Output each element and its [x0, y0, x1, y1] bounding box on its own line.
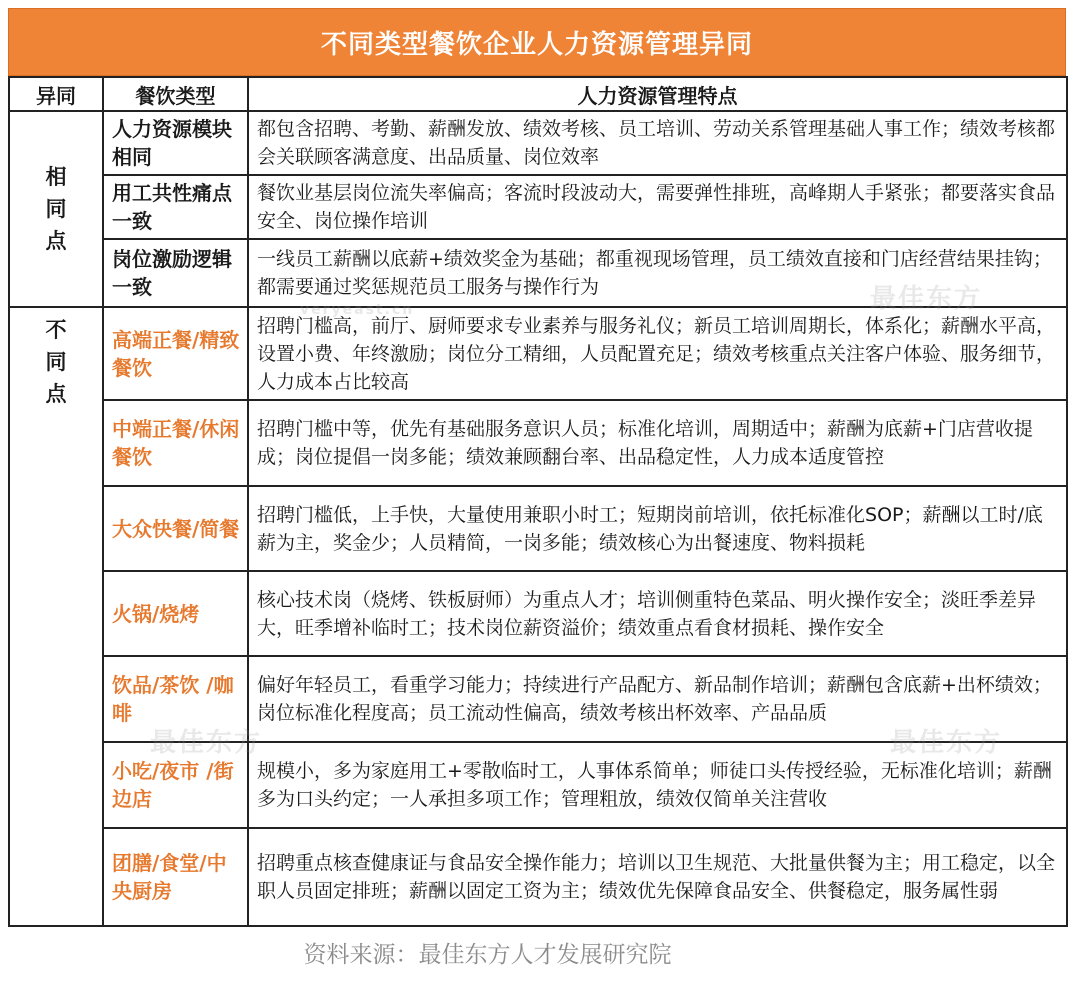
group-different: 不同点 [9, 307, 103, 926]
table-row [9, 486, 1067, 571]
table-row [9, 307, 1067, 400]
desc-cell: 招聘门槛高，前厅、厨师要求专业素养与服务礼仪；新员工培训周期长，体系化；薪酬水平高，设置小费、年终激励；岗位分工精细，人员配置充足；绩效考核重点关注客户体验、服务细节，人力成本占比较高 [248, 307, 1067, 400]
comparison-table-frame [8, 8, 1066, 927]
table-row [9, 571, 1067, 656]
watermark-logo: 最佳东方 [870, 284, 983, 314]
table-row [9, 175, 1067, 239]
desc-cell: 一线员工薪酬以底薪+绩效奖金为基础；都重视现场管理，员工绩效直接和门店经营结果挂钩；都需要通过奖惩规范员工服务与操作行为 [248, 239, 1067, 307]
desc-cell: 偏好年轻员工，看重学习能力；持续进行产品配方、新品制作培训；薪酬包含底薪+出杯绩效；岗位标准化程度高；员工流动性偏高，绩效考核出杯效率、产品品质 [248, 656, 1067, 742]
header-row [9, 77, 1067, 111]
table-title: 不同类型餐饮企业人力资源管理异同 [8, 8, 1066, 76]
type-cell: 用工共性痛点一致 [103, 175, 248, 239]
desc-cell: 核心技术岗（烧烤、铁板厨师）为重点人才；培训侧重特色菜品、明火操作安全；淡旺季差异大，旺季增补临时工；技术岗位薪资溢价；绩效重点看食材损耗、操作安全 [248, 571, 1067, 656]
watermark-logo: 最佳东方 [890, 728, 1003, 758]
table-row [9, 111, 1067, 175]
type-cell: 人力资源模块相同 [103, 111, 248, 175]
table-row [9, 828, 1067, 926]
type-cell: 饮品/茶饮 /咖啡 [103, 656, 248, 742]
header-type: 餐饮类型 [103, 77, 248, 111]
table-row [9, 400, 1067, 486]
type-cell: 大众快餐/简餐 [103, 486, 248, 571]
desc-cell: 招聘门槛中等，优先有基础服务意识人员；标准化培训，周期适中；薪酬为底薪+门店营收提成；岗位提倡一岗多能；绩效兼顾翻台率、出品稳定性，人力成本适度管控 [248, 400, 1067, 486]
watermark-logo: 最佳东方 [150, 728, 263, 758]
type-cell: 火锅/烧烤 [103, 571, 248, 656]
header-similarity: 异同 [9, 77, 103, 111]
source-note: 资料来源：最佳东方人才发展研究院 [303, 942, 672, 968]
comparison-table [8, 76, 1068, 927]
type-cell: 小吃/夜市 /街边店 [103, 742, 248, 828]
type-cell: 中端正餐/休闲餐饮 [103, 400, 248, 486]
type-cell: 岗位激励逻辑一致 [103, 239, 248, 307]
desc-cell: 都包含招聘、考勤、薪酬发放、绩效考核、员工培训、劳动关系管理基础人事工作；绩效考核都会关联顾客满意度、出品质量、岗位效率 [248, 111, 1067, 175]
group-same: 相同点 [9, 111, 103, 307]
desc-cell: 餐饮业基层岗位流失率偏高；客流时段波动大，需要弹性排班，高峰期人手紧张；都要落实食品安全、岗位操作培训 [248, 175, 1067, 239]
header-characteristics: 人力资源管理特点 [248, 77, 1067, 111]
desc-cell: 招聘重点核查健康证与食品安全操作能力；培训以卫生规范、大批量供餐为主；用工稳定，以全职人员固定排班；薪酬以固定工资为主；绩效优先保障食品安全、供餐稳定，服务属性弱 [248, 828, 1067, 926]
type-cell: 高端正餐/精致餐饮 [103, 307, 248, 400]
watermark-url: veryeast.cn [300, 302, 415, 318]
desc-cell: 规模小，多为家庭用工+零散临时工，人事体系简单；师徒口头传授经验，无标准化培训；薪酬多为口头约定；一人承担多项工作；管理粗放，绩效仅简单关注营收 [248, 742, 1067, 828]
type-cell: 团膳/食堂/中央厨房 [103, 828, 248, 926]
desc-cell: 招聘门槛低，上手快，大量使用兼职小时工；短期岗前培训，依托标准化SOP；薪酬以工时/底薪为主，奖金少；人员精简，一岗多能；绩效核心为出餐速度、物料损耗 [248, 486, 1067, 571]
